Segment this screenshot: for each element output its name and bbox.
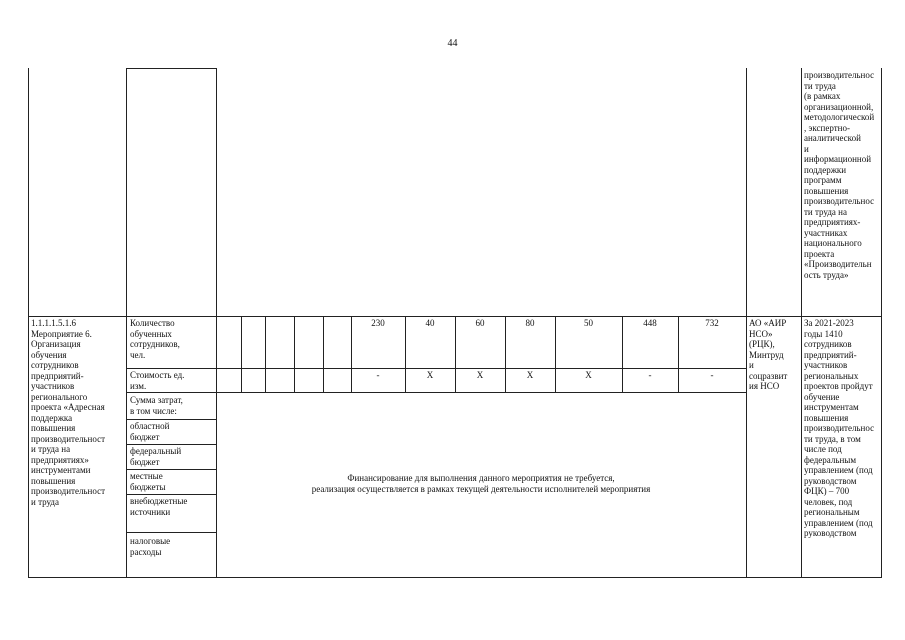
table-line-col2 bbox=[126, 68, 127, 578]
table-line-sub1 bbox=[241, 316, 242, 393]
cost-value-2: X bbox=[426, 370, 434, 380]
table-line-sub3 bbox=[294, 316, 295, 393]
table-line-sub4 bbox=[323, 316, 324, 393]
cost-value-5: X bbox=[585, 370, 592, 380]
indicator-federal-budget: федеральный бюджет bbox=[130, 446, 182, 467]
indicator-local-budgets: местные бюджеты bbox=[130, 471, 166, 492]
count-value-5: 50 bbox=[584, 318, 593, 328]
cost-value-1: - bbox=[376, 370, 380, 380]
financing-note: Финансирование для выполнения данного мероприятия не требуется, реализация осуществляется в рамках текущей деятельности исполнителей мероприятия bbox=[311, 473, 651, 494]
table-line-extra-bottom bbox=[126, 532, 216, 533]
table-line-row2-bottom bbox=[126, 392, 746, 393]
indicator-regional-budget: областной бюджет bbox=[130, 421, 170, 442]
indicator-total-costs: Сумма затрат, в том числе: bbox=[130, 395, 183, 416]
previous-result-note: производительнос ти труда (в рамках организационной, методологической , экспертно- аналитической и информационной поддержки программ повышения производительнос ти труда на предприятиях- участниках национального проекта «Производительн ость труда» bbox=[804, 70, 875, 280]
cost-value-4: X bbox=[526, 370, 534, 380]
table-line-indicator-top bbox=[126, 68, 216, 69]
table-line-left bbox=[28, 68, 29, 578]
table-line-col3 bbox=[216, 68, 217, 578]
expected-result: За 2021-2023 годы 1410 сотрудников предприятий- участников региональных проектов пройдут обучение инструментам повышения производительнос ти труда, в том числе под федеральным управлением (под руководством ФЦК) – 700 человек, под региональным управлением (под руководством bbox=[804, 318, 875, 538]
indicator-extrabudgetary: внебюджетные источники bbox=[130, 496, 188, 517]
cost-value-6: - bbox=[648, 370, 652, 380]
indicator-unit-cost: Стоимость ед. изм. bbox=[130, 370, 185, 391]
cost-value-3: X bbox=[476, 370, 484, 380]
cost-value-7: - bbox=[710, 370, 714, 380]
count-value-6: 448 bbox=[643, 318, 657, 328]
indicator-tax-expenses: налоговые расходы bbox=[130, 536, 171, 557]
count-value-2: 40 bbox=[425, 318, 435, 328]
count-value-3: 60 bbox=[475, 318, 485, 328]
count-value-7: 732 bbox=[705, 318, 719, 328]
table-line-federal-bottom bbox=[126, 469, 216, 470]
table-line-col-exec bbox=[746, 68, 747, 578]
table-line-sub2 bbox=[265, 316, 266, 393]
table-line-col-result bbox=[801, 68, 802, 578]
table-line-sum-bottom bbox=[126, 419, 216, 420]
table-line-row1-bottom bbox=[126, 368, 746, 369]
table-line-regional-bottom bbox=[126, 444, 216, 445]
page-number: 44 bbox=[447, 38, 458, 49]
table-line-local-bottom bbox=[126, 494, 216, 495]
indicator-trained-employees: Количество обученных сотрудников, чел. bbox=[130, 318, 180, 360]
executor: АО «АИР НСО» (РЦК), Минтруд и соцразвит ия НСО bbox=[749, 318, 788, 391]
table-line-bottom bbox=[28, 577, 882, 578]
count-value-4: 80 bbox=[525, 318, 535, 328]
count-value-1: 230 bbox=[371, 318, 385, 328]
activity-code-name: 1.1.1.1.5.1.6 Мероприятие 6. Организация обучения сотрудников предприятий- участников регионального проекта «Адресная поддержка повышения производительност и труда на предприятиях» инструментами повышения производительност и труда bbox=[31, 318, 106, 507]
